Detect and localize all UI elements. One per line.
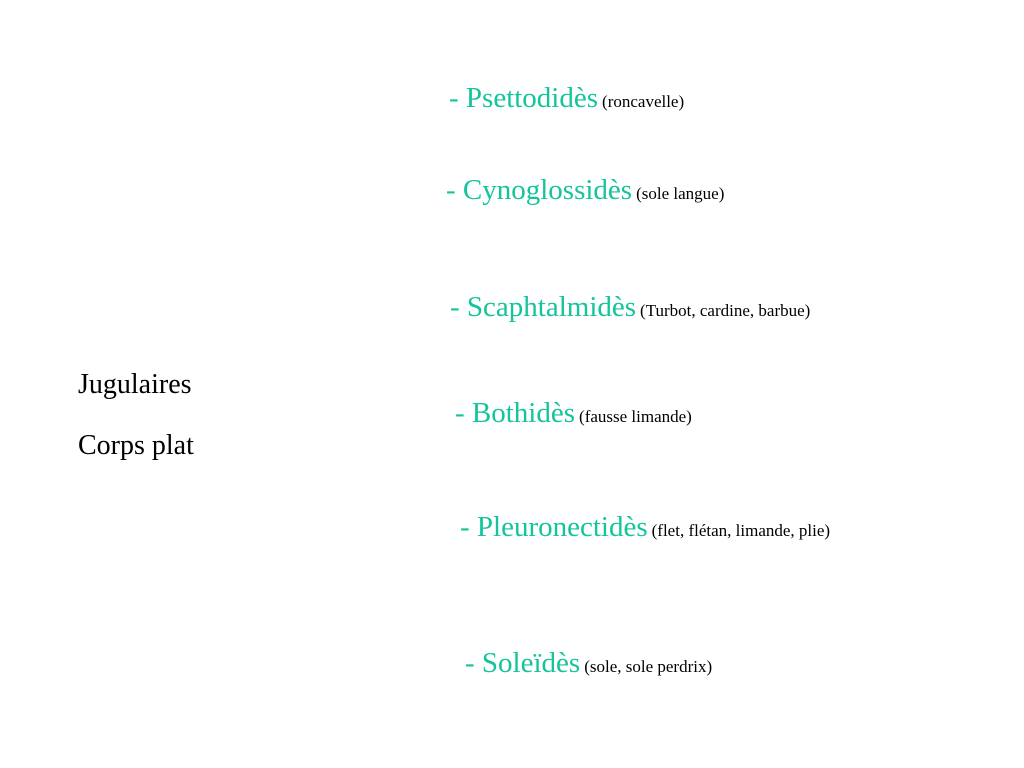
family-examples: (fausse limande) <box>579 407 692 426</box>
family-item-cynoglossides <box>446 172 724 213</box>
family-name: - Scaphtalmidès <box>450 291 637 323</box>
family-item-bothides <box>455 395 692 436</box>
family-item-psettodides <box>449 80 684 121</box>
category-label-jugulaires: Jugulaires <box>78 369 192 400</box>
family-name: - Cynoglossidès <box>446 174 633 206</box>
family-examples: (sole langue) <box>636 184 725 203</box>
family-name: - Psettodidès <box>449 82 599 114</box>
family-name: - Bothidès <box>455 397 576 429</box>
family-examples: (roncavelle) <box>602 92 685 111</box>
category-label-corps-plat: Corps plat <box>78 430 194 461</box>
family-examples: (Turbot, cardine, barbue) <box>640 301 811 320</box>
family-name: - Pleuronectidès <box>460 511 648 543</box>
family-item-scaphtalmides <box>450 289 810 330</box>
family-examples: (sole, sole perdrix) <box>584 657 713 676</box>
family-item-pleuronectides <box>460 509 830 550</box>
family-item-soleides <box>465 645 712 686</box>
family-name: - Soleïdès <box>465 647 581 679</box>
family-examples: (flet, flétan, limande, plie) <box>651 521 831 540</box>
